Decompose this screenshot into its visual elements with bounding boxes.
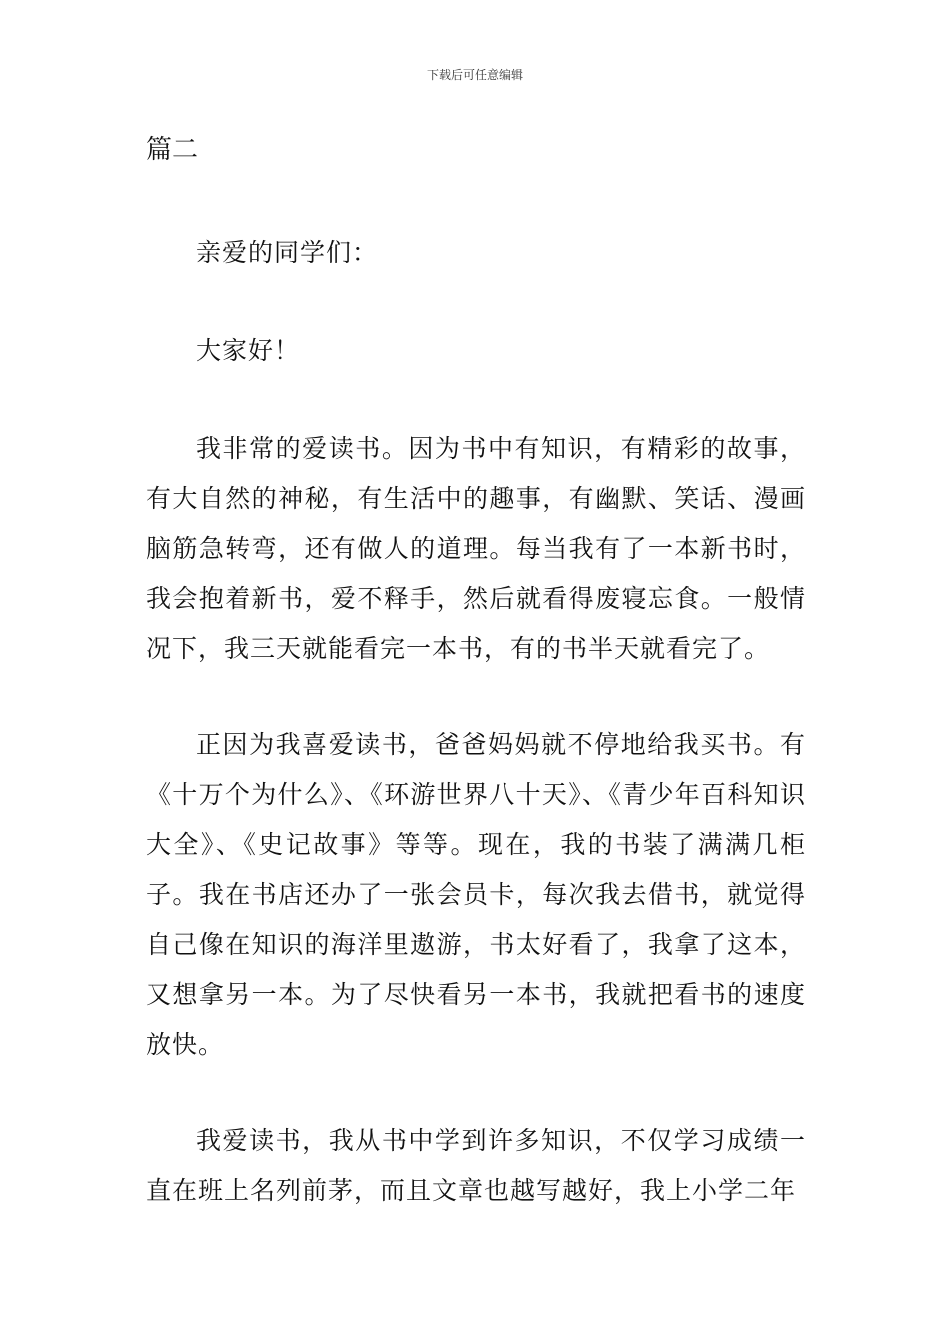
paragraph-3: 我爱读书，我从书中学到许多知识，不仅学习成绩一直在班上名列前茅，而且文章也越写越好，我上小学二年 xyxy=(146,1126,806,1205)
paragraph-1: 我非常的爱读书。因为书中有知识，有精彩的故事，有大自然的神秘，有生活中的趣事，有幽默、笑话、漫画脑筋急转弯，还有做人的道理。每当我有了一本新书时，我会抱着新书，爱不释手，然后就看得废寝忘食。一般情况下，我三天就能看完一本书，有的书半天就看完了。 xyxy=(146,434,806,663)
section-title: 篇二 xyxy=(146,135,199,165)
salutation: 亲爱的同学们： xyxy=(196,238,379,267)
header-note: 下载后可任意编辑 xyxy=(426,68,523,82)
paragraph-2: 正因为我喜爱读书，爸爸妈妈就不停地给我买书。有《十万个为什么》、《环游世界八十天》、《青少年百科知识大全》、《史记故事》等等。现在，我的书装了满满几柜子。我在书店还办了一张会员卡，每次我去借书，就觉得自己像在知识的海洋里遨游，书太好看了，我拿了这本，又想拿另一本。为了尽快看另一本书，我就把看书的速度放快。 xyxy=(146,730,806,1059)
greeting: 大家好！ xyxy=(196,336,301,365)
